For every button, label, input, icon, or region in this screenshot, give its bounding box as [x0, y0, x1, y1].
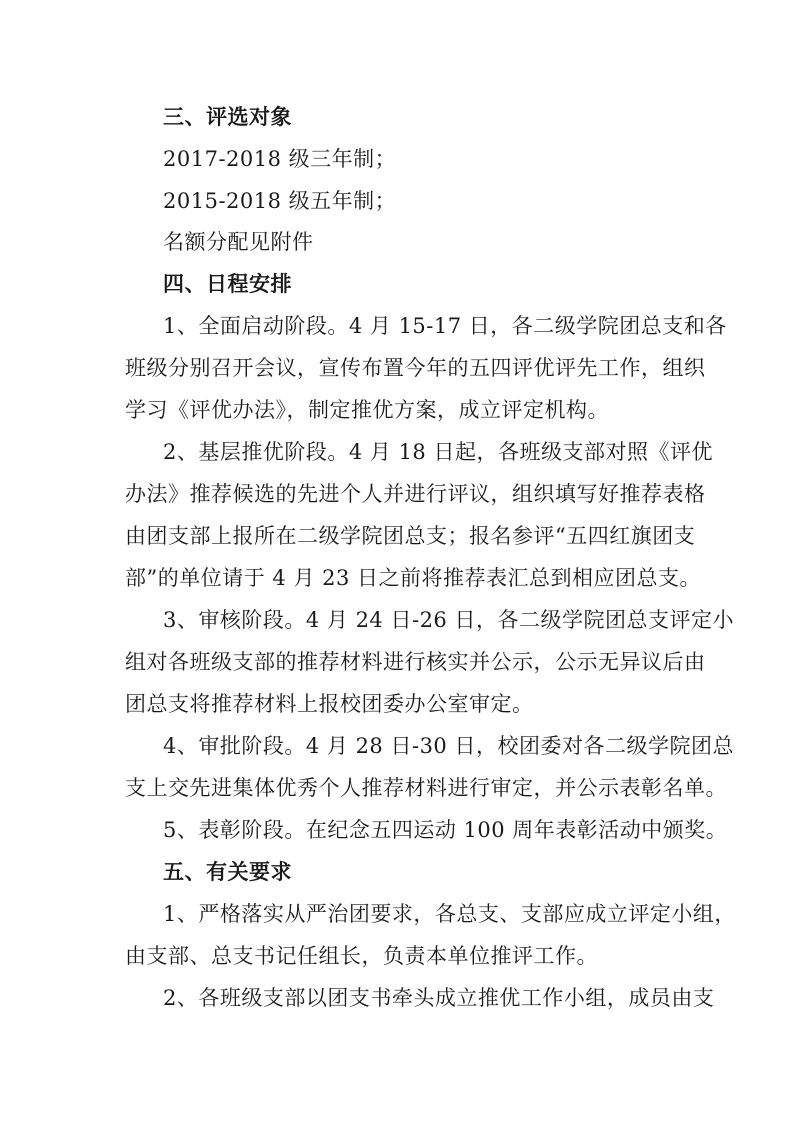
- paragraph-line: 办法》推荐候选的先进个人并进行评议，组织填写好推荐表格: [125, 482, 706, 506]
- paragraph-line: 支上交先进集体优秀个人推荐材料进行审定，并公示表彰名单。: [125, 776, 727, 800]
- paragraph-line: 由团支部上报所在二级学院团总支；报名参评“五四红旗团支: [125, 524, 696, 548]
- section-heading-requirements: 五、有关要求: [163, 860, 292, 884]
- section-heading-schedule: 四、日程安排: [163, 272, 292, 296]
- paragraph-line: 1、全面启动阶段。4 月 15-17 日，各二级学院团总支和各: [163, 314, 727, 338]
- paragraph-line: 4、审批阶段。4 月 28 日-30 日，校团委对各二级学院团总: [163, 734, 734, 758]
- paragraph-line: 学习《评优办法》，制定推优方案，成立评定机构。: [125, 398, 609, 422]
- section-heading-evaluation-targets: 三、评选对象: [163, 105, 292, 129]
- list-item: 2017-2018 级三年制；: [163, 147, 397, 171]
- paragraph-line: 部”的单位请于 4 月 23 日之前将推荐表汇总到相应团总支。: [125, 566, 702, 590]
- list-item: 2015-2018 级五年制；: [163, 189, 397, 213]
- paragraph-line: 2、各班级支部以团支书牵头成立推优工作小组，成员由支: [163, 986, 715, 1010]
- paragraph-line: 由支部、总支书记任组长，负责本单位推评工作。: [125, 944, 598, 968]
- paragraph-line: 3、审核阶段。4 月 24 日-26 日，各二级学院团总支评定小: [163, 608, 734, 632]
- paragraph-line: 2、基层推优阶段。4 月 18 日起，各班级支部对照《评优: [163, 440, 713, 464]
- paragraph-line: 5、表彰阶段。在纪念五四运动 100 周年表彰活动中颁奖。: [163, 818, 728, 842]
- paragraph-line: 团总支将推荐材料上报校团委办公室审定。: [125, 692, 534, 716]
- list-item: 名额分配见附件: [163, 230, 314, 254]
- paragraph-line: 班级分别召开会议，宣传布置今年的五四评优评先工作，组织: [125, 356, 706, 380]
- paragraph-line: 1、严格落实从严治团要求，各总支、支部应成立评定小组，: [163, 902, 736, 926]
- paragraph-line: 组对各班级支部的推荐材料进行核实并公示，公示无异议后由: [125, 650, 706, 674]
